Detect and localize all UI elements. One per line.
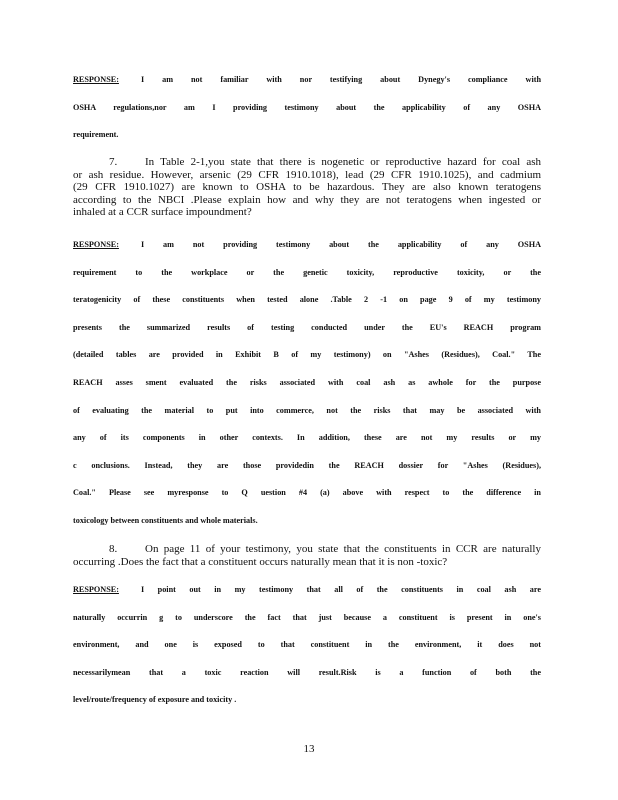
response-line: environment, and one is exposed to that constituent in the environment, it does not (73, 640, 541, 650)
response-line: naturally occurrin g to underscore the fact that just because a constituent is present in one's (73, 612, 541, 622)
response-line: REACH asses sment evaluated the risks associated with coal ash as awhole for the purpose (73, 377, 541, 387)
response-block-1 (73, 66, 541, 149)
page-number: 13 (303, 743, 315, 755)
response-label: RESPONSE: (73, 75, 119, 84)
response-label: RESPONSE: (73, 585, 119, 594)
question-line: occurring .Does the fact that a constituent occurs naturally mean that it is non -toxic? (73, 555, 448, 568)
response-line: RESPONSE: I am not providing testimony about the applicability of any OSHA (73, 231, 541, 259)
question-line: 7. In Table 2-1,you state that there is nogenetic or reproductive hazard for coal ash (73, 156, 541, 169)
response-line: teratogenicity of these constituents when tested alone .Table 2 -1 on page 9 of my testimony (73, 295, 541, 305)
response-line: level/route/frequency of exposure and toxicity . (73, 695, 237, 705)
response-line: presents the summarized results of testing conducted under the EU's REACH program (73, 322, 541, 332)
response-block-2 (73, 231, 541, 535)
response-line: Coal." Please see myresponse to Q uestion #4 (a) above with respect to the difference in (73, 488, 541, 498)
question-number: 7. (109, 156, 118, 168)
response-line: toxicology between constituents and whole materials. (73, 515, 258, 525)
question-8 (73, 543, 541, 568)
response-line: c onclusions. Instead, they are those providedin the REACH dossier for "Ashes (Residues), (73, 460, 541, 470)
question-line: inhaled at a CCR surface impoundment? (73, 206, 252, 219)
question-line: 8. On page 11 of your testimony, you state that the constituents in CCR are naturally (73, 543, 541, 556)
response-line: RESPONSE: I point out in my testimony that all of the constituents in coal ash are (73, 576, 541, 604)
question-line: or ash residue. However, arsenic (29 CFR 1910.1018), lead (29 CFR 1910.1025), and cadmium (73, 168, 541, 181)
response-line: RESPONSE: I am not familiar with nor testifying about Dynegy's compliance with (73, 66, 541, 94)
response-line: necessarilymean that a toxic reaction will result.Risk is a function of both the (73, 667, 541, 677)
response-line: requirement. (73, 130, 119, 140)
response-block-3 (73, 576, 541, 714)
response-label: RESPONSE: (73, 240, 119, 249)
response-line: any of its components in other contexts. In addition, these are not my results or my (73, 433, 541, 443)
response-line: requirement to the workplace or the genetic toxicity, reproductive toxicity, or the (73, 267, 541, 277)
response-line: OSHA regulations,nor am I providing testimony about the applicability of any OSHA (73, 102, 541, 112)
question-line: according to the NBCI .Please explain how and why they are not teratogens when ingested or (73, 193, 541, 206)
response-line: of evaluating the material to put into commerce, not the risks that may be associated with (73, 405, 541, 415)
question-number: 8. (109, 543, 118, 555)
question-line: (29 CFR 1910.1027) are known to OSHA to be hazardous. They are also known teratogens (73, 181, 541, 194)
response-line: (detailed tables are provided in Exhibit B of my testimony) on "Ashes (Residues), Coal." The (73, 350, 541, 360)
question-7 (73, 156, 541, 219)
